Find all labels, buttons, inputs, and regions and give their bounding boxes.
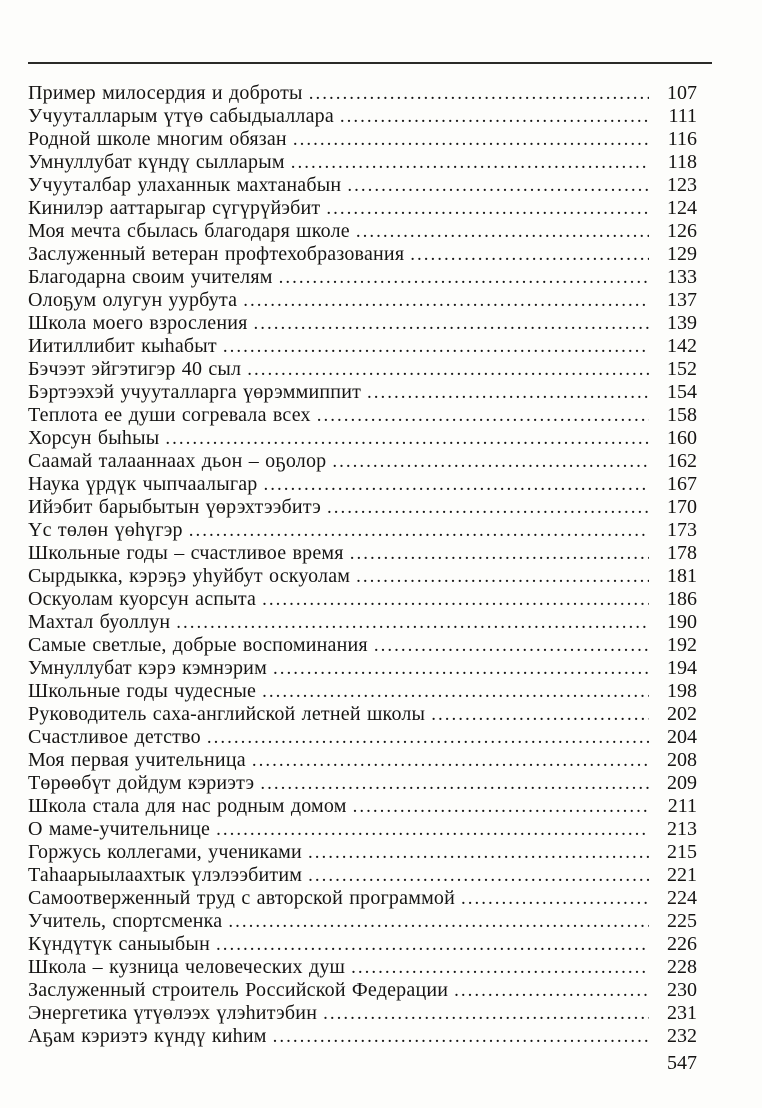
toc-list xyxy=(28,82,712,1048)
toc-entry-title: Олоҕум олугун уурбута xyxy=(28,289,238,311)
toc-row xyxy=(28,726,697,749)
toc-entry-page: 204 xyxy=(667,726,697,748)
toc-row xyxy=(28,818,697,841)
toc-entry-page: 190 xyxy=(667,611,697,633)
toc-entry-title: Махтал буоллун xyxy=(28,611,171,633)
toc-entry-title: Энергетика үтүөлээх үлэһитэбин xyxy=(28,1002,318,1024)
toc-entry-page: 231 xyxy=(667,1002,697,1024)
toc-row xyxy=(28,450,697,473)
toc-entry-page: 186 xyxy=(667,588,697,610)
toc-entry-title: Хорсун быһыы xyxy=(28,427,160,449)
toc-entry-title: Умнуллубат кэрэ кэмнэрим xyxy=(28,657,267,679)
toc-entry-title: Учууталбар улаханнык махтанабын xyxy=(28,174,342,196)
toc-entry-title: Теплота ее души согревала всех xyxy=(28,404,311,426)
toc-entry-title: Благодарна своим учителям xyxy=(28,266,273,288)
toc-entry-page: 224 xyxy=(667,887,697,909)
dot-leader xyxy=(273,657,649,680)
toc-entry-title: Күндүтүк саныыбын xyxy=(28,933,210,955)
toc-entry-page: 232 xyxy=(667,1025,697,1047)
toc-entry-title: Заслуженный ветеран профтехобразования xyxy=(28,243,405,265)
toc-entry-page: 192 xyxy=(667,634,697,656)
toc-entry-page: 116 xyxy=(667,128,697,150)
toc-entry-page: 107 xyxy=(667,82,697,104)
toc-row xyxy=(28,128,697,151)
toc-row xyxy=(28,105,697,128)
dot-leader xyxy=(308,841,649,864)
dot-leader xyxy=(461,887,649,910)
dot-leader xyxy=(291,151,649,174)
dot-leader xyxy=(350,542,649,565)
dot-leader xyxy=(279,266,649,289)
toc-row xyxy=(28,220,697,243)
toc-row xyxy=(28,910,697,933)
toc-entry-page: 194 xyxy=(667,657,697,679)
toc-entry-page: 213 xyxy=(667,818,697,840)
toc-row xyxy=(28,1025,697,1048)
toc-entry-page: 167 xyxy=(667,473,697,495)
dot-leader xyxy=(356,220,649,243)
toc-row xyxy=(28,611,697,634)
toc-row xyxy=(28,82,697,105)
dot-leader xyxy=(207,726,649,749)
toc-entry-page: 198 xyxy=(667,680,697,702)
toc-row xyxy=(28,634,697,657)
toc-entry-page: 178 xyxy=(667,542,697,564)
toc-row xyxy=(28,404,697,427)
toc-row xyxy=(28,312,697,335)
toc-entry-title: Школьные годы – счастливое время xyxy=(28,542,344,564)
dot-leader xyxy=(273,1025,649,1048)
toc-row xyxy=(28,680,697,703)
folio-page-number: 547 xyxy=(667,1052,697,1074)
dot-leader xyxy=(309,82,649,105)
toc-entry-title: Бэчээт эйгэтигэр 40 сыл xyxy=(28,358,242,380)
toc-row xyxy=(28,427,697,450)
dot-leader xyxy=(367,381,649,404)
toc-row xyxy=(28,956,697,979)
dot-leader xyxy=(340,105,649,128)
toc-entry-page: 142 xyxy=(667,335,697,357)
toc-entry-title: Ийэбит барыбытын үөрэхтээбитэ xyxy=(28,496,322,518)
toc-entry-page: 139 xyxy=(667,312,697,334)
toc-entry-page: 208 xyxy=(667,749,697,771)
dot-leader xyxy=(327,496,649,519)
toc-entry-title: Учитель, спортсменка xyxy=(28,910,223,932)
toc-entry-page: 152 xyxy=(667,358,697,380)
toc-row xyxy=(28,979,697,1002)
toc-entry-page: 221 xyxy=(667,864,697,886)
dot-leader xyxy=(410,243,649,266)
toc-entry-title: Моя мечта сбылась благодаря школе xyxy=(28,220,350,242)
toc-row xyxy=(28,243,697,266)
toc-entry-title: Учууталларым үтүө сабыдыаллара xyxy=(28,105,334,127)
toc-entry-title: Иитиллибит кыһабыт xyxy=(28,335,217,357)
toc-row xyxy=(28,772,697,795)
toc-row xyxy=(28,358,697,381)
dot-leader xyxy=(260,772,649,795)
dot-leader xyxy=(262,588,649,611)
toc-entry-title: Оскуолам куорсун аспыта xyxy=(28,588,257,610)
toc-row xyxy=(28,266,697,289)
dot-leader xyxy=(243,289,649,312)
toc-row xyxy=(28,703,697,726)
toc-entry-page: 211 xyxy=(667,795,697,817)
toc-entry-title: Школа – кузница человеческих душ xyxy=(28,956,346,978)
toc-entry-page: 225 xyxy=(667,910,697,932)
toc-row xyxy=(28,289,697,312)
toc-entry-page: 160 xyxy=(667,427,697,449)
dot-leader xyxy=(353,795,649,818)
dot-leader xyxy=(326,197,649,220)
toc-entry-page: 126 xyxy=(667,220,697,242)
dot-leader xyxy=(332,450,649,473)
toc-entry-page: 202 xyxy=(667,703,697,725)
toc-row xyxy=(28,657,697,680)
toc-entry-page: 124 xyxy=(667,197,697,219)
toc-entry-page: 228 xyxy=(667,956,697,978)
toc-entry-page: 111 xyxy=(668,105,697,127)
toc-row xyxy=(28,565,697,588)
toc-row xyxy=(28,1002,697,1025)
toc-row xyxy=(28,542,697,565)
toc-row xyxy=(28,335,697,358)
toc-row xyxy=(28,887,697,910)
dot-leader xyxy=(323,1002,649,1025)
dot-leader xyxy=(216,818,649,841)
toc-entry-page: 209 xyxy=(667,772,697,794)
toc-row xyxy=(28,496,697,519)
toc-entry-page: 129 xyxy=(667,243,697,265)
toc-entry-title: Заслуженный строитель Российской Федерации xyxy=(28,979,449,1001)
toc-row xyxy=(28,841,697,864)
toc-entry-page: 137 xyxy=(667,289,697,311)
dot-leader xyxy=(228,910,649,933)
dot-leader xyxy=(262,680,649,703)
toc-entry-title: Сырдыкка, кэрэҕэ уһуйбут оскуолам xyxy=(28,565,351,587)
toc-entry-title: Моя первая учительница xyxy=(28,749,246,771)
toc-entry-page: 158 xyxy=(667,404,697,426)
dot-leader xyxy=(189,519,649,542)
toc-entry-page: 215 xyxy=(667,841,697,863)
toc-entry-title: Кинилэр ааттарыгар сүгүрүйэбит xyxy=(28,197,321,219)
dot-leader xyxy=(293,128,649,151)
dot-leader xyxy=(223,335,649,358)
dot-leader xyxy=(454,979,649,1002)
toc-entry-title: Горжусь коллегами, учениками xyxy=(28,841,302,863)
toc-entry-title: Школа моего взросления xyxy=(28,312,248,334)
toc-entry-page: 118 xyxy=(667,151,697,173)
dot-leader xyxy=(264,473,649,496)
dot-leader xyxy=(176,611,649,634)
toc-row xyxy=(28,795,697,818)
toc-entry-title: Үс төлөн үөһүгэр xyxy=(28,519,183,541)
dot-leader xyxy=(374,634,649,657)
toc-entry-title: Умнуллубат күндү сылларым xyxy=(28,151,285,173)
toc-entry-page: 226 xyxy=(667,933,697,955)
toc-entry-title: Самые светлые, добрые воспоминания xyxy=(28,634,368,656)
toc-entry-title: Аҕам кэриэтэ күндү киһим xyxy=(28,1025,267,1047)
toc-entry-title: Родной школе многим обязан xyxy=(28,128,287,150)
dot-leader xyxy=(252,749,649,772)
toc-row xyxy=(28,749,697,772)
toc-row xyxy=(28,519,697,542)
toc-row xyxy=(28,151,697,174)
dot-leader xyxy=(356,565,649,588)
toc-entry-title: Руководитель саха-английской летней школы xyxy=(28,703,426,725)
dot-leader xyxy=(351,956,649,979)
toc-row xyxy=(28,933,697,956)
toc-row xyxy=(28,174,697,197)
dot-leader xyxy=(317,404,649,427)
toc-entry-title: Школьные годы чудесные xyxy=(28,680,257,702)
toc-entry-page: 173 xyxy=(667,519,697,541)
toc-entry-page: 154 xyxy=(667,381,697,403)
dot-leader xyxy=(254,312,649,335)
toc-entry-title: Таһаарыылаахтык үлэлээбитим xyxy=(28,864,303,886)
toc-entry-page: 133 xyxy=(667,266,697,288)
toc-row xyxy=(28,473,697,496)
toc-entry-title: Школа стала для нас родным домом xyxy=(28,795,347,817)
dot-leader xyxy=(165,427,649,450)
toc-entry-page: 170 xyxy=(667,496,697,518)
toc-entry-title: Пример милосердия и доброты xyxy=(28,82,303,104)
toc-entry-page: 230 xyxy=(667,979,697,1001)
dot-leader xyxy=(216,933,649,956)
toc-entry-title: Наука үрдүк чыпчаалыгар xyxy=(28,473,258,495)
toc-entry-title: Самоотверженный труд с авторской программой xyxy=(28,887,456,909)
toc-row xyxy=(28,864,697,887)
dot-leader xyxy=(308,864,649,887)
toc-entry-page: 162 xyxy=(667,450,697,472)
toc-row xyxy=(28,381,697,404)
toc-entry-title: Саамай талааннаах дьон – оҕолор xyxy=(28,450,327,472)
header-rule xyxy=(28,62,712,64)
toc-entry-page: 181 xyxy=(667,565,697,587)
toc-row xyxy=(28,588,697,611)
toc-entry-title: О маме-учительнице xyxy=(28,818,211,840)
dot-leader xyxy=(347,174,649,197)
dot-leader xyxy=(431,703,649,726)
toc-row xyxy=(28,197,697,220)
toc-entry-title: Төрөөбүт дойдум кэриэтэ xyxy=(28,772,255,794)
dot-leader xyxy=(247,358,649,381)
toc-entry-title: Бэртээхэй учууталларга үөрэммиппит xyxy=(28,381,362,403)
toc-entry-title: Счастливое детство xyxy=(28,726,201,748)
toc-entry-page: 123 xyxy=(667,174,697,196)
